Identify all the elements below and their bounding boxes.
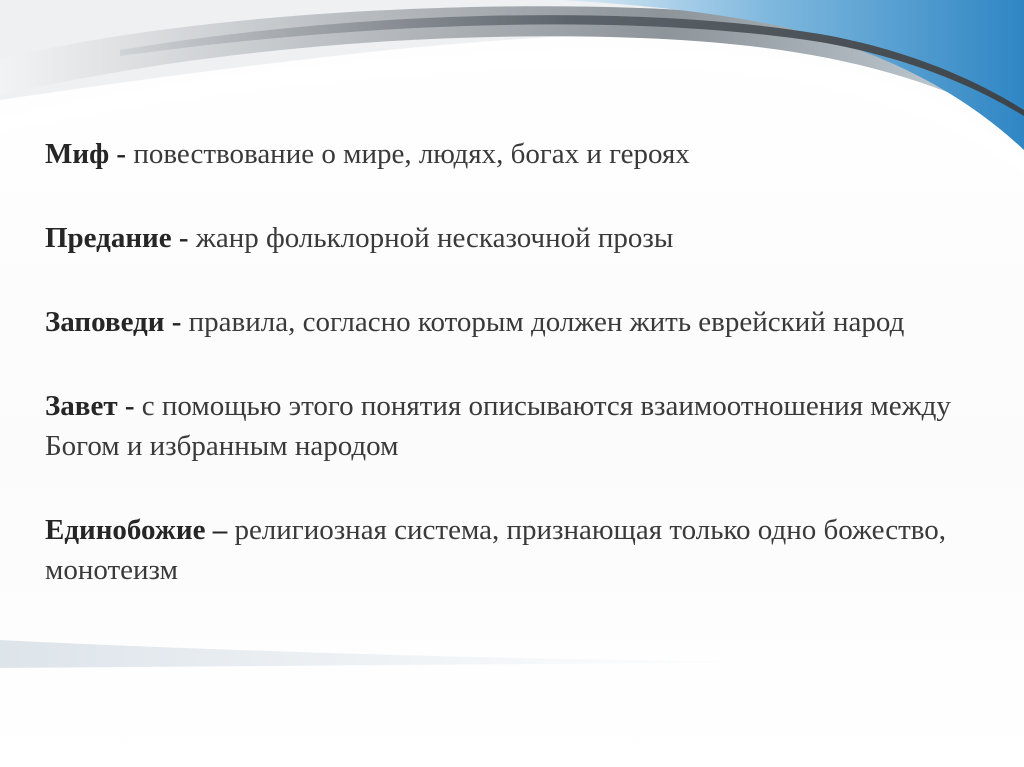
definition-commandments — [45, 302, 995, 342]
term-separator: - — [164, 306, 189, 338]
definition-monotheism — [45, 510, 995, 590]
term-separator: – — [205, 514, 235, 546]
definition-text: повествование о мире, людях, богах и героях — [133, 138, 690, 170]
term-label: Единобожие — [45, 514, 206, 546]
term-label: Предание — [45, 222, 172, 254]
term-separator: - — [117, 390, 142, 422]
term-label: Миф — [45, 138, 110, 170]
bottom-fade-shape — [0, 640, 800, 668]
definition-legend — [45, 218, 995, 258]
definition-text: жанр фольклорной несказочной прозы — [195, 222, 674, 254]
definition-text: с помощью этого понятия описываются взаимоотношения между Богом и избранным народом — [45, 390, 951, 462]
definition-text: правила, согласно которым должен жить еврейский народ — [188, 306, 905, 338]
term-label: Заповеди — [45, 306, 165, 338]
term-separator: - — [171, 222, 196, 254]
definition-myth — [45, 134, 995, 174]
definition-covenant — [45, 386, 995, 466]
definition-text: религиозная система, признающая только одно божество, монотеизм — [45, 514, 947, 586]
term-separator: - — [109, 138, 134, 170]
term-label: Завет — [45, 390, 118, 422]
definitions-list — [45, 134, 995, 634]
